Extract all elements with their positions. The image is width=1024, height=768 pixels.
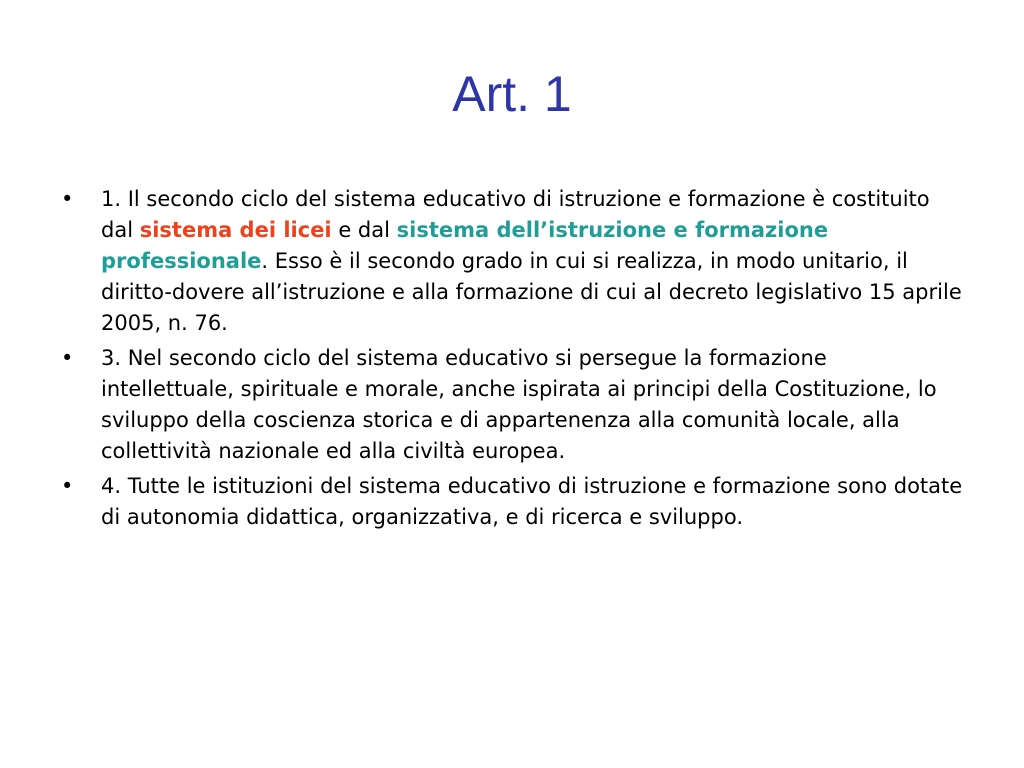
highlight-sistema-dei-licei: sistema dei licei [139, 218, 332, 242]
item-1-text-part1: 1. Il secondo ciclo del sistema educativo di istruzione e formazione è costituito dal [101, 187, 930, 242]
item-1-text-part2: e dal [331, 218, 397, 242]
item-3-text: 4. Tutte le istituzioni del sistema educativo di istruzione e formazione sono dotate di autonomia didattica, organizzativa, e di ricerca e sviluppo. [101, 474, 963, 529]
bullet-list [58, 184, 963, 537]
bullet-icon: • [61, 187, 74, 211]
bullet-item-1 [58, 184, 963, 339]
highlight-sistema-istruzione-formazione: sistema dell’istruzione e formazione professionale [101, 218, 829, 273]
bullet-icon: • [61, 474, 74, 498]
item-2-text: 3. Nel secondo ciclo del sistema educativo si persegue la formazione intellettuale, spirituale e morale, anche ispirata ai principi della Costituzione, lo sviluppo della coscienza storica e di appartenenza alla comunità locale, alla collettività nazionale ed alla civiltà europea. [101, 346, 937, 463]
slide-title: Art. 1 [452, 66, 572, 122]
bullet-item-3 [58, 471, 963, 533]
bullet-item-2 [58, 343, 963, 467]
bullet-icon: • [61, 346, 74, 370]
item-1-text-part3: . Esso è il secondo grado in cui si realizza, in modo unitario, il diritto-dovere all’istruzione e alla formazione di cui al decreto legislativo 15 aprile 2005, n. 76. [101, 249, 962, 335]
